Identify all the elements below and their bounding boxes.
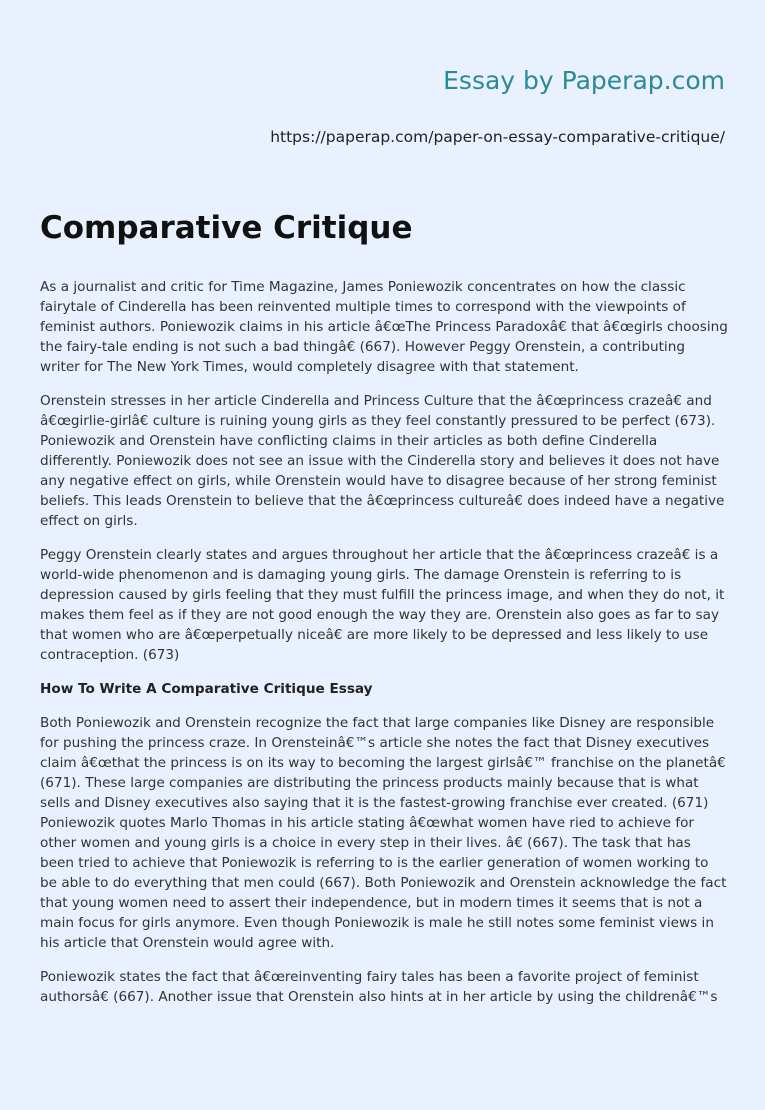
site-brand[interactable]: Essay by Paperap.com xyxy=(443,66,725,95)
section-subheading: How To Write A Comparative Critique Essay xyxy=(40,681,373,697)
paragraph-1: As a journalist and critic for Time Magazine, James Poniewozik concentrates on how the classic fairytale of Cinderella has been reinvented multiple times to correspond with the viewpoints of feminist authors. Poniewozik claims in his article â€œThe Princess Paradoxâ€ that â€œgirls choosing the fairy-tale ending is not such a bad thingâ€ (667). However Peggy Orenstein, a contributing writer for The New York Times, would completely disagree with that statement. xyxy=(40,279,728,375)
paragraph-4: Both Poniewozik and Orenstein recognize the fact that large companies like Disney are responsible for pushing the princess craze. In Orensteinâ€™s article she notes the fact that Disney executives claim â€œthat the princess is on its way to becoming the largest girlsâ€™ franchise on the planetâ€ (671). These large companies are distributing the princess products mainly because that is what sells and Disney executives also saying that it is the fastest-growing franchise ever created. (671) Poniewozik quotes Marlo Thomas in his article stating â€œwhat women have ried to achieve for other women and young girls is a choice in every step in their lives. â€ (667). The task that has been tried to achieve that Poniewozik is referring to is the earlier generation of women working to be able to do everything that men could (667). Both Poniewozik and Orenstein acknowledge the fact that young women need to assert their independence, but in modern times it seems that is not a main focus for girls anymore. Even though Poniewozik is male he still notes some feminist views in his article that Orenstein would agree with. xyxy=(40,715,727,951)
paragraph-2: Orenstein stresses in her article Cinderella and Princess Culture that the â€œprincess crazeâ€ and â€œgirlie-girlâ€ culture is ruining young girls as they feel constantly pressured to be perfect (673). Poniewozik and Orenstein have conflicting claims in their articles as both define Cinderella differently. Poniewozik does not see an issue with the Cinderella story and believes it does not have any negative effect on girls, while Orenstein would have to disagree because of her strong feminist beliefs. This leads Orenstein to believe that the â€œprincess cultureâ€ does indeed have a negative effect on girls. xyxy=(40,393,725,529)
page-title: Comparative Critique xyxy=(40,210,413,246)
paragraph-3: Peggy Orenstein clearly states and argues throughout her article that the â€œprincess crazeâ€ is a world-wide phenomenon and is damaging young girls. The damage Orenstein is referring to is depression caused by girls feeling that they must fulfill the princess image, and when they do not, it makes them feel as if they are not good enough the way they are. Orenstein also goes as far to say that women who are â€œperpetually niceâ€ are more likely to be depressed and less likely to use contraception. (673) xyxy=(40,547,725,663)
source-url[interactable]: https://paperap.com/paper-on-essay-comparative-critique/ xyxy=(270,128,725,146)
paragraph-5: Poniewozik states the fact that â€œreinventing fairy tales has been a favorite project of feminist authorsâ€ (667). Another issue that Orenstein also hints at in her article by using the childrenâ€™s xyxy=(40,969,718,1005)
article-body xyxy=(40,277,728,1021)
